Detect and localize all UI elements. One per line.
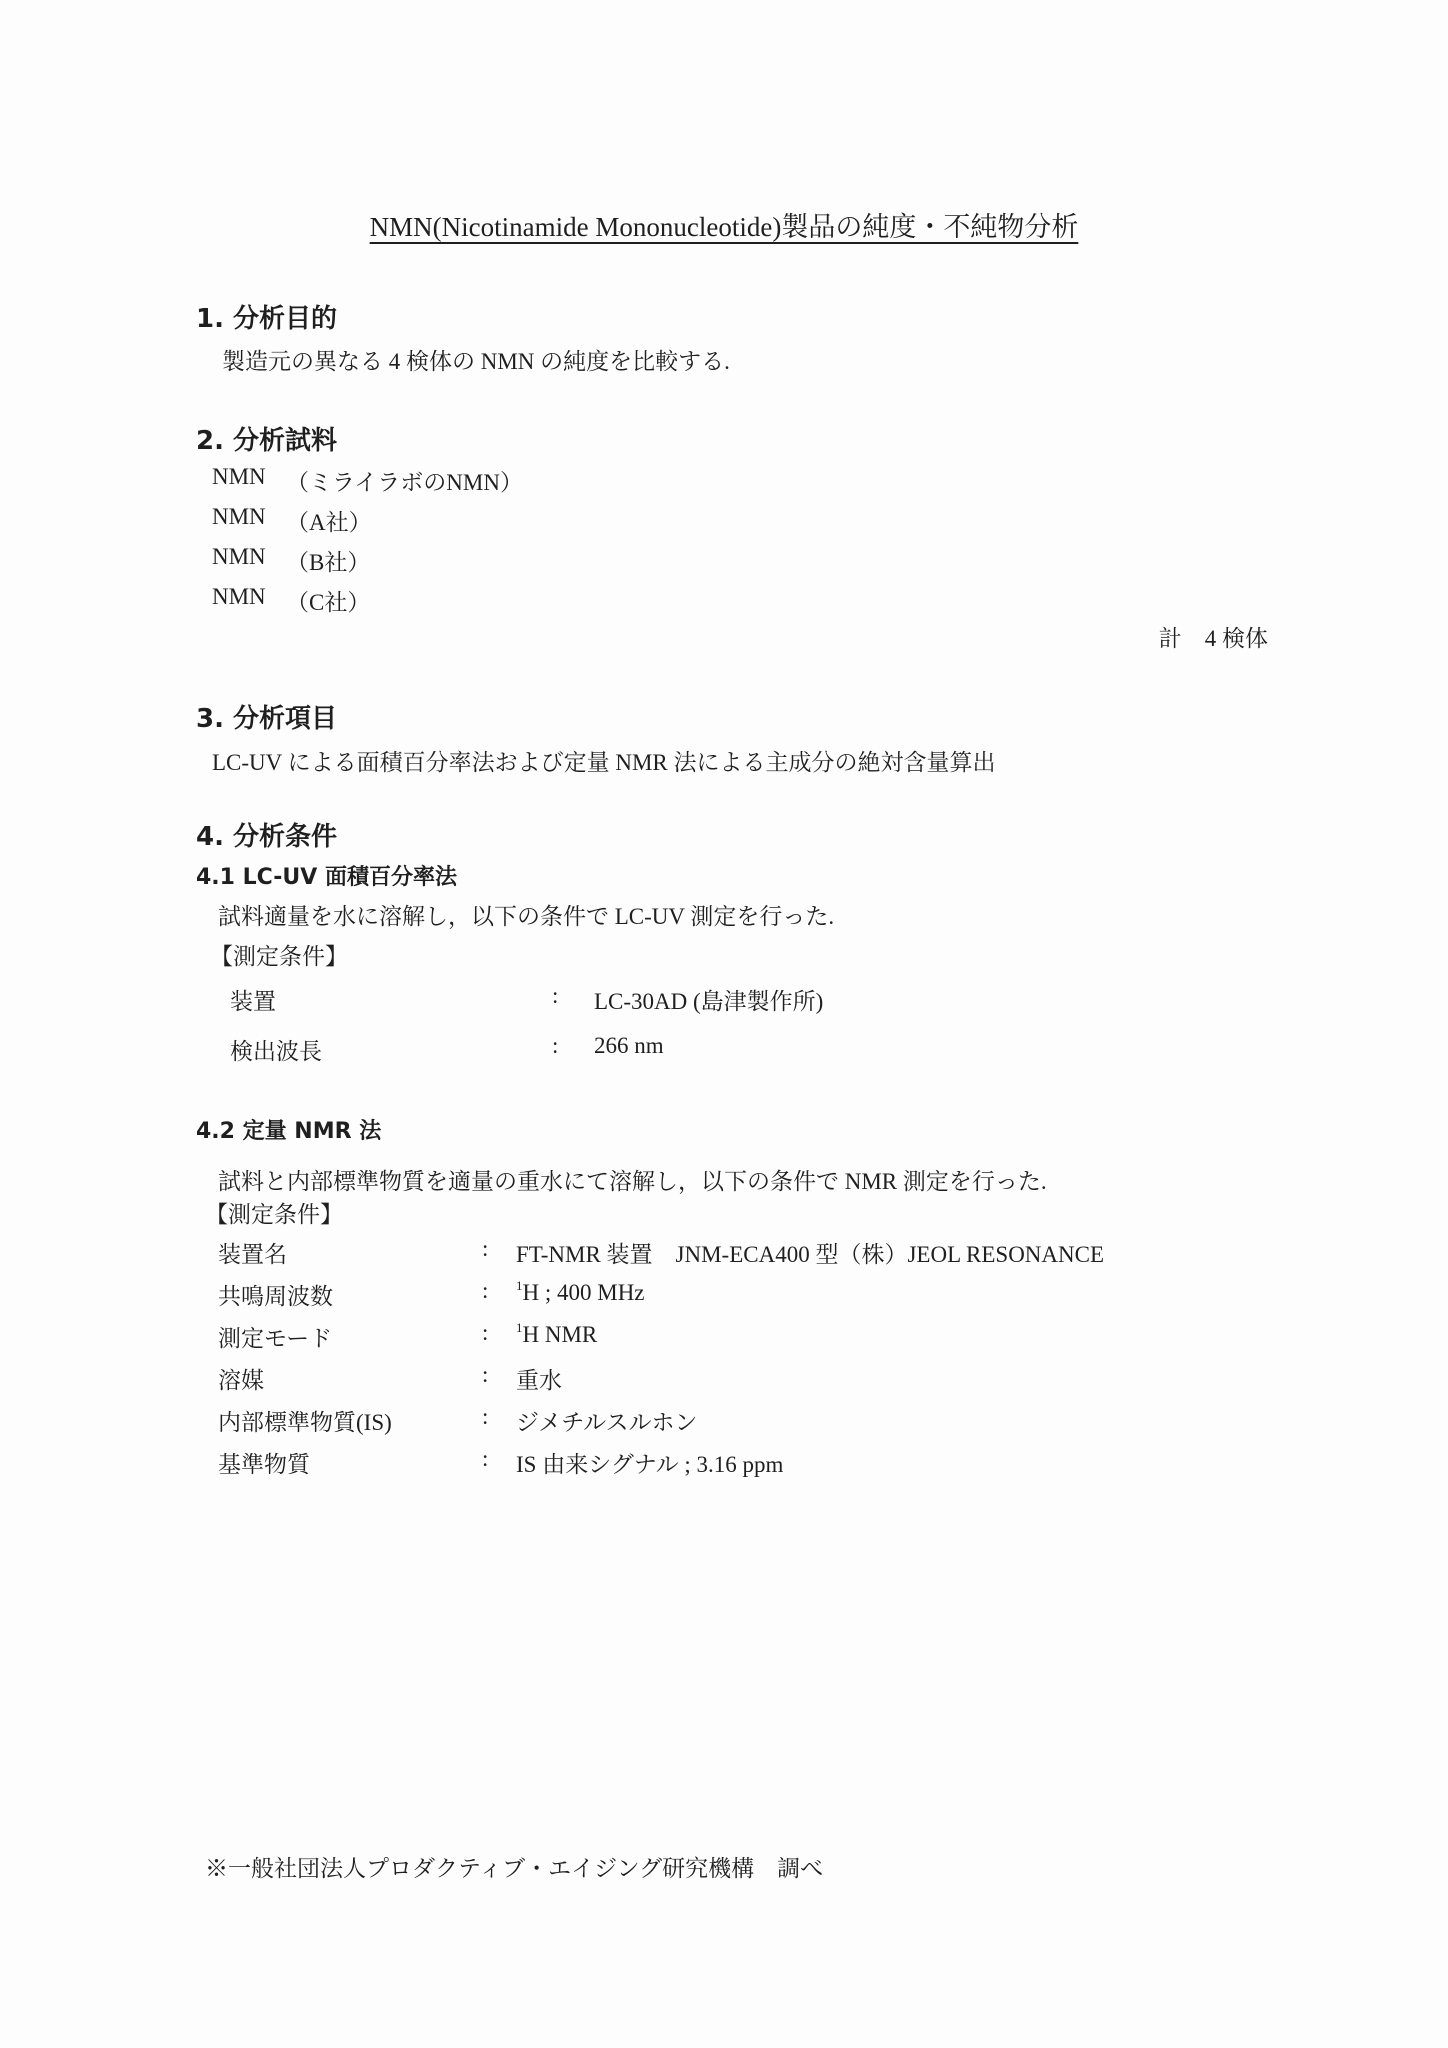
condition-value-text: H NMR xyxy=(522,1322,598,1347)
condition-value-text: H ; 400 MHz xyxy=(522,1280,645,1305)
sample-name: NMN xyxy=(212,544,266,569)
condition-value-text: 重水 xyxy=(516,1368,562,1393)
condition-value xyxy=(516,1236,1104,1269)
condition-value: LC-30AD (島津製作所) xyxy=(594,989,824,1014)
condition-label: 測定モード xyxy=(218,1326,333,1351)
condition-value: 266 nm xyxy=(594,1033,664,1058)
sample-note: （B社） xyxy=(286,550,371,575)
section-4-2-body: 試料と内部標準物質を適量の重水にて溶解し，以下の条件で NMR 測定を行った. xyxy=(218,1169,1047,1194)
section-1-body: 製造元の異なる 4 検体の NMN の純度を比較する. xyxy=(222,349,730,374)
condition-value-text: ジメチルスルホン xyxy=(516,1410,698,1435)
section-4-2-heading: 4.2 定量 NMR 法 xyxy=(196,1119,382,1144)
section-4-1-conditions-label: 【測定条件】 xyxy=(210,944,348,969)
section-3-heading: 3. 分析項目 xyxy=(196,704,338,734)
sample-total: 計 4 検体 xyxy=(1158,626,1268,651)
section-4-1-heading: 4.1 LC-UV 面積百分率法 xyxy=(196,865,457,890)
sample-name: NMN xyxy=(212,504,266,529)
sample-note: （A社） xyxy=(286,510,372,535)
condition-value xyxy=(516,1320,597,1348)
sample-name: NMN xyxy=(212,464,266,489)
condition-value xyxy=(516,1446,783,1479)
section-4-2-conditions-label: 【測定条件】 xyxy=(205,1202,343,1227)
condition-separator: : xyxy=(482,1236,489,1261)
section-3-body: LC-UV による面積百分率法および定量 NMR 法による主成分の絶対含量算出 xyxy=(212,750,996,775)
section-4-1-body: 試料適量を水に溶解し，以下の条件で LC-UV 測定を行った. xyxy=(218,904,835,929)
section-1-heading: 1. 分析目的 xyxy=(196,304,338,334)
section-4-heading: 4. 分析条件 xyxy=(196,822,338,852)
document-title xyxy=(0,205,1448,244)
condition-label: 基準物質 xyxy=(218,1452,310,1477)
condition-label: 内部標準物質(IS) xyxy=(218,1410,392,1435)
superscript: 1 xyxy=(516,1320,523,1335)
condition-value-text: IS 由来シグナル ; 3.16 ppm xyxy=(516,1452,784,1477)
condition-separator: : xyxy=(482,1320,489,1345)
condition-separator: : xyxy=(552,983,559,1008)
condition-value xyxy=(516,1278,645,1306)
condition-separator: : xyxy=(482,1446,489,1471)
condition-label: 装置名 xyxy=(218,1242,287,1267)
condition-separator: : xyxy=(482,1362,489,1387)
condition-label: 検出波長 xyxy=(230,1039,322,1064)
sample-note: （ミライラボのNMN） xyxy=(286,470,523,495)
condition-value xyxy=(516,1362,562,1395)
sample-note: （C社） xyxy=(286,590,371,615)
condition-separator: : xyxy=(552,1033,559,1058)
condition-separator: : xyxy=(482,1404,489,1429)
superscript: 1 xyxy=(516,1278,523,1293)
condition-label: 共鳴周波数 xyxy=(218,1284,333,1309)
section-2-heading: 2. 分析試料 xyxy=(196,426,338,456)
condition-label: 装置 xyxy=(230,989,276,1014)
condition-value xyxy=(516,1404,697,1437)
footer-note: ※一般社団法人プロダクティブ・エイジング研究機構 調べ xyxy=(205,1856,824,1881)
sample-name: NMN xyxy=(212,584,266,609)
condition-value-text: FT-NMR 装置 JNM-ECA400 型（株）JEOL RESONANCE xyxy=(516,1242,1105,1267)
condition-separator: : xyxy=(482,1278,489,1303)
condition-label: 溶媒 xyxy=(218,1368,264,1393)
document-title-text: NMN(Nicotinamide Mononucleotide)製品の純度・不純物分析 xyxy=(369,212,1079,242)
